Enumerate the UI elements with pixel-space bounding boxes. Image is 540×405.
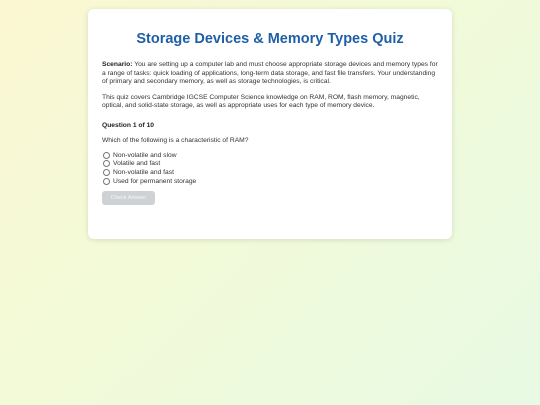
answer-option-label: Volatile and fast	[113, 160, 161, 168]
answer-options	[102, 151, 438, 185]
intro-paragraph: This quiz covers Cambridge IGCSE Computer Science knowledge on RAM, ROM, flash memory, magnetic, optical, and solid-state storage, as well as appropriate uses for each type of memory device.	[102, 93, 420, 110]
scenario-paragraph	[102, 61, 438, 87]
radio-button[interactable]	[103, 152, 110, 159]
answer-option-label: Non-volatile and fast	[113, 168, 174, 176]
quiz-card	[88, 9, 452, 239]
answer-option-1[interactable]	[102, 151, 438, 160]
answer-option-label: Non-volatile and slow	[113, 151, 177, 159]
radio-button[interactable]	[103, 169, 110, 176]
question-number: Question 1 of 10	[102, 121, 155, 129]
scenario-text: You are setting up a computer lab and must choose appropriate storage devices and memory types for a range of tasks: quick loading of applications, long-term data storage, and fast file transfers. Your understanding of primary and secondary memory, as well as storage technologies, is critical.	[102, 61, 438, 86]
answer-option-3[interactable]	[102, 168, 438, 177]
radio-button[interactable]	[103, 160, 110, 167]
answer-option-label: Used for permanent storage	[113, 177, 197, 185]
answer-option-2[interactable]	[102, 160, 438, 169]
quiz-title: Storage Devices & Memory Types Quiz	[136, 31, 404, 47]
check-answer-button[interactable]: Check Answer	[102, 191, 155, 205]
scenario-label: Scenario:	[102, 61, 133, 68]
radio-button[interactable]	[103, 178, 110, 185]
question-text: Which of the following is a characteristic of RAM?	[102, 136, 249, 144]
answer-option-4[interactable]	[102, 177, 438, 186]
